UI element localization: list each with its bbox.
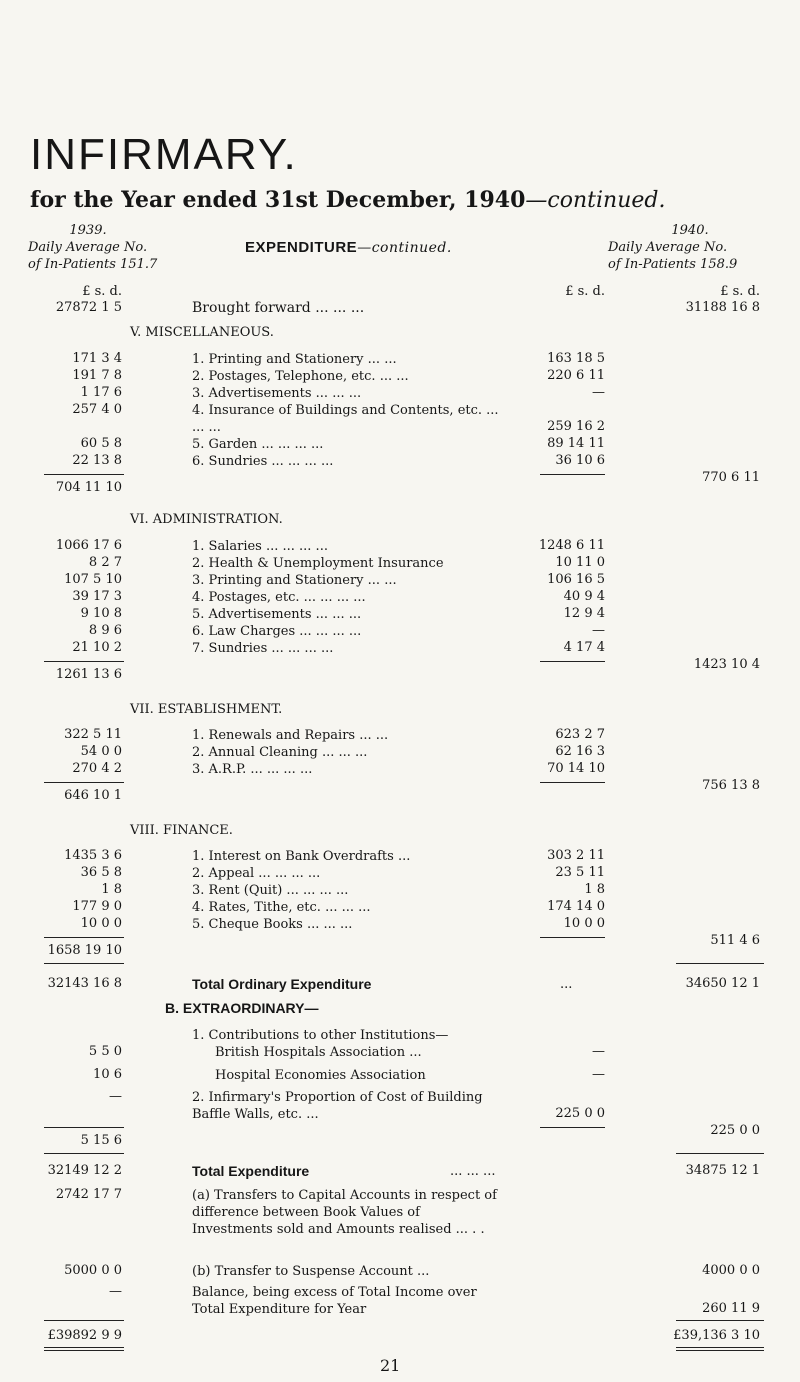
row-value-1940: 623 2 7 (555, 727, 605, 742)
row-description: Balance, being excess of Total Income over Total Expenditure for Year (192, 1285, 477, 1317)
row-description: 1. Printing and Stationery ... ... (192, 352, 397, 367)
table-row: 5000 0 0 (64, 1263, 122, 1278)
row-description: 5. Advertisements ... ... ... (192, 607, 362, 622)
row-value-1940: 4000 0 0 (702, 1263, 760, 1278)
table-row: 270 4 2 (72, 761, 122, 776)
section-total-1939: 1261 13 6 (55, 667, 122, 682)
section-total-1939: 704 11 10 (55, 480, 122, 495)
section-total-1939: 646 10 1 (64, 788, 122, 803)
total-expenditure-label: Total Expenditure (192, 1163, 310, 1179)
center-header (245, 239, 452, 256)
divider (676, 1153, 764, 1154)
section-heading-vii: VII. ESTABLISHMENT. (130, 702, 283, 717)
row-description: 6. Law Charges ... ... ... ... (192, 624, 362, 639)
section-heading-v: V. MISCELLANEOUS. (130, 325, 274, 340)
divider (44, 661, 124, 662)
row-description: (a) Transfers to Capital Accounts in respect of difference between Book Values of Investments sold and Amounts realised ... . . (192, 1188, 497, 1237)
row-description: 2. Appeal ... ... ... ... (192, 866, 321, 881)
divider (540, 937, 605, 938)
row-value-1940: 174 14 0 (547, 899, 605, 914)
center-header-label: EXPENDITURE (245, 239, 358, 256)
table-row: 22 13 8 (72, 453, 122, 468)
row-description: 2. Infirmary's Proportion of Cost of Building Baffle Walls, etc. ... (192, 1090, 483, 1122)
divider (44, 1347, 124, 1348)
row-value-1940: 225 0 0 (555, 1106, 605, 1121)
row-value-1940: 36 10 6 (555, 453, 605, 468)
divider (44, 963, 124, 964)
row-value-1940: 163 18 5 (547, 351, 605, 366)
table-row: 1 8 (101, 882, 122, 897)
table-row: 107 5 10 (64, 572, 122, 587)
row-description: 6. Sundries ... ... ... ... (192, 454, 334, 469)
row-description: 5. Cheque Books ... ... ... (192, 917, 353, 932)
row-description: 4. Insurance of Buildings and Contents, etc. ... ... ... (192, 403, 499, 435)
row-description: 1. Interest on Bank Overdrafts ... (192, 849, 411, 864)
section-total-1940: 1423 10 4 (693, 657, 760, 672)
total-expenditure-dots: ... ... ... (450, 1164, 496, 1179)
row-description: 4. Postages, etc. ... ... ... ... (192, 590, 366, 605)
table-row: 36 5 8 (80, 865, 122, 880)
left-header-line2: of In-Patients 151.7 (28, 257, 158, 272)
table-row: 257 4 0 (72, 402, 122, 417)
row-value-1940: 12 9 4 (563, 606, 605, 621)
row-value-1940: 10 0 0 (563, 916, 605, 931)
row-value-1940: — (592, 385, 605, 400)
row-value-1940: — (592, 1067, 605, 1082)
table-row: 1435 3 6 (64, 848, 122, 863)
divider (540, 474, 605, 475)
grand-total-1939: £39892 9 9 (47, 1328, 122, 1343)
divider (676, 1350, 764, 1351)
row-description: 2. Annual Cleaning ... ... ... (192, 745, 368, 760)
total-ordinary-1940: 34650 12 1 (685, 976, 760, 991)
table-row: 10 6 (93, 1067, 122, 1082)
table-row: 5 5 0 (88, 1044, 122, 1059)
section-total-1940: 756 13 8 (702, 778, 760, 793)
table-row: 1066 17 6 (55, 538, 122, 553)
row-value-1940: 303 2 11 (547, 848, 605, 863)
divider (540, 1127, 605, 1128)
right-header-units-mid: £ s. d. (565, 284, 605, 299)
table-row: 21 10 2 (72, 640, 122, 655)
right-header-year: 1940. (671, 223, 709, 238)
row-description: 3. Advertisements ... ... ... (192, 386, 362, 401)
section-total-1939: 1658 19 10 (47, 943, 122, 958)
table-row: 9 10 8 (80, 606, 122, 621)
divider (44, 1153, 124, 1154)
row-description: 5. Garden ... ... ... ... (192, 437, 324, 452)
table-row: 10 0 0 (80, 916, 122, 931)
row-description: Hospital Economies Association (215, 1068, 426, 1083)
subtitle-continued: —continued. (525, 188, 666, 213)
table-row: 322 5 11 (64, 727, 122, 742)
extraordinary-total-1940: 225 0 0 (710, 1123, 760, 1138)
divider (540, 661, 605, 662)
total-expenditure-1940: 34875 12 1 (685, 1163, 760, 1178)
divider (676, 1320, 764, 1321)
row-description: 2. Postages, Telephone, etc. ... ... (192, 369, 409, 384)
table-row: 1 17 6 (80, 385, 122, 400)
row-value-1940: 62 16 3 (555, 744, 605, 759)
section-heading-vi: VI. ADMINISTRATION. (130, 512, 283, 527)
row-value-1940: 70 14 10 (547, 761, 605, 776)
row-value-1940: 220 6 11 (547, 368, 605, 383)
table-row: 177 9 0 (72, 899, 122, 914)
row-description: 3. A.R.P. ... ... ... ... (192, 762, 313, 777)
divider (676, 1347, 764, 1348)
row-value-1940: — (592, 1044, 605, 1059)
total-ordinary-1939: 32143 16 8 (47, 976, 122, 991)
extraordinary-heading: B. EXTRAORDINARY— (165, 1000, 319, 1016)
row-value-1940: — (592, 623, 605, 638)
row-value-1940: 1248 6 11 (538, 538, 605, 553)
extraordinary-line1: 1. Contributions to other Institutions— (192, 1028, 449, 1043)
row-value-1940: 1 8 (584, 882, 605, 897)
table-row: 8 2 7 (88, 555, 122, 570)
divider (44, 1350, 124, 1351)
left-header-line1: Daily Average No. (28, 240, 148, 255)
table-row: — (109, 1089, 122, 1104)
divider (44, 782, 124, 783)
right-header-units-right: £ s. d. (720, 284, 760, 299)
table-row: 39 17 3 (72, 589, 122, 604)
table-row: 54 0 0 (80, 744, 122, 759)
right-header-line2: of In-Patients 158.9 (608, 257, 738, 272)
total-expenditure-1939: 32149 12 2 (47, 1163, 122, 1178)
brought-forward-label: Brought forward ... ... ... (192, 300, 365, 316)
page-title: INFIRMARY. (30, 130, 298, 179)
brought-forward-right: 31188 16 8 (685, 300, 760, 315)
row-value-1940: 23 5 11 (555, 865, 605, 880)
total-ordinary-dots: ... (560, 977, 573, 992)
row-value-1940: 106 16 5 (547, 572, 605, 587)
row-value-1940: 259 16 2 (547, 419, 605, 434)
table-row: 8 9 6 (88, 623, 122, 638)
row-description: 3. Printing and Stationery ... ... (192, 573, 397, 588)
center-header-cont: —continued. (357, 240, 452, 256)
divider (676, 963, 764, 964)
extraordinary-total-1939: 5 15 6 (80, 1133, 122, 1148)
divider (44, 1320, 124, 1321)
page-subtitle (30, 187, 665, 213)
table-row: 191 7 8 (72, 368, 122, 383)
page-number: 21 (380, 1356, 401, 1375)
subtitle-text: for the Year ended 31st December, 1940 (30, 187, 526, 213)
row-value-1940: 40 9 4 (563, 589, 605, 604)
brought-forward-left: 27872 1 5 (55, 300, 122, 315)
divider (44, 474, 124, 475)
row-value-1940: 260 11 9 (702, 1301, 760, 1316)
left-header-units: £ s. d. (82, 284, 122, 299)
row-description: (b) Transfer to Suspense Account ... (192, 1264, 430, 1279)
row-description: 2. Health & Unemployment Insurance (192, 556, 444, 571)
row-description: 1. Renewals and Repairs ... ... (192, 728, 389, 743)
row-description: 7. Sundries ... ... ... ... (192, 641, 334, 656)
section-total-1940: 511 4 6 (710, 933, 760, 948)
row-value-1940: 4 17 4 (563, 640, 605, 655)
row-value-1940: 10 11 0 (555, 555, 605, 570)
table-row: 171 3 4 (72, 351, 122, 366)
row-description: 4. Rates, Tithe, etc. ... ... ... (192, 900, 371, 915)
row-value-1940: 89 14 11 (547, 436, 605, 451)
left-header-year: 1939. (69, 223, 107, 238)
divider (44, 937, 124, 938)
section-heading-viii: VIII. FINANCE. (130, 823, 233, 838)
table-row: 2742 17 7 (55, 1187, 122, 1202)
table-row: 60 5 8 (80, 436, 122, 451)
grand-total-1940: £39,136 3 10 (673, 1328, 760, 1343)
table-row: — (109, 1284, 122, 1299)
row-description: 1. Salaries ... ... ... ... (192, 539, 328, 554)
row-description: British Hospitals Association ... (215, 1045, 422, 1060)
divider (44, 1127, 124, 1128)
row-description: 3. Rent (Quit) ... ... ... ... (192, 883, 349, 898)
section-total-1940: 770 6 11 (702, 470, 760, 485)
total-ordinary-label: Total Ordinary Expenditure (192, 976, 372, 992)
divider (540, 782, 605, 783)
right-header-line1: Daily Average No. (608, 240, 728, 255)
